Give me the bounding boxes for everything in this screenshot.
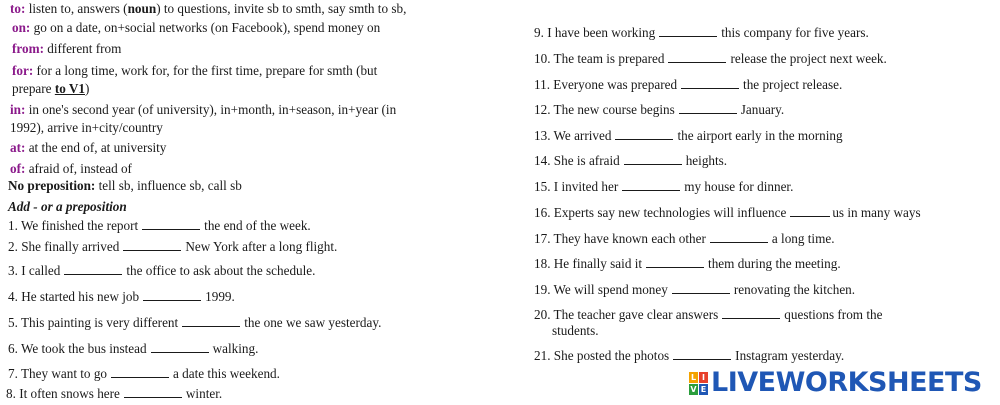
question-19: 19. We will spend money renovating the kitchen.: [534, 282, 856, 297]
brand-name: LIVEWORKSHEETS: [711, 367, 982, 398]
mark-letter: I: [699, 372, 708, 383]
answer-blank[interactable]: [622, 179, 680, 191]
question-10: 10. The team is prepared release the project next week.: [534, 51, 887, 66]
answer-blank[interactable]: [151, 341, 209, 353]
question-17: 17. They have known each other a long time.: [534, 231, 835, 246]
answer-blank[interactable]: [182, 315, 240, 327]
rule-for: for: for a long time, work for, for the first time, prepare for smth (but: [12, 63, 378, 78]
rule-in-cont: 1992), arrive in+city/country: [10, 120, 163, 135]
mark-letter: L: [690, 372, 697, 382]
question-18: 18. He finally said it them during the meeting.: [534, 256, 841, 271]
question-6: 6. We took the bus instead walking.: [8, 341, 259, 356]
answer-blank[interactable]: [790, 205, 830, 217]
rule-on: on: go on a date, on+social networks (on Facebook), spend money on: [12, 20, 381, 35]
answer-blank[interactable]: [659, 25, 717, 37]
question-5: 5. This painting is very different the one we saw yesterday.: [8, 315, 382, 330]
question-13: 13. We arrived the airport early in the morning: [534, 128, 843, 143]
question-4: 4. He started his new job 1999.: [8, 289, 235, 304]
question-12: 12. The new course begins January.: [534, 102, 785, 117]
question-3: 3. I called the office to ask about the schedule.: [8, 263, 316, 278]
answer-blank[interactable]: [722, 307, 780, 319]
question-2: 2. She finally arrived New York after a long flight.: [8, 239, 338, 254]
question-16: 16. Experts say new technologies will influence us in many ways: [534, 205, 921, 220]
question-9: 9. I have been working this company for five years.: [534, 25, 869, 40]
mark-letter: E: [700, 384, 707, 394]
rule-no-preposition: No preposition: tell sb, influence sb, call sb: [8, 178, 242, 193]
answer-blank[interactable]: [615, 128, 673, 140]
answer-blank[interactable]: [681, 77, 739, 89]
rule-in: in: in one's second year (of university), in+month, in+season, in+year (in: [10, 102, 397, 117]
question-21: 21. She posted the photos Instagram yesterday.: [534, 348, 845, 363]
rule-to: to: listen to, answers (noun) to questions, invite sb to smth, say smth to sb,: [10, 1, 407, 16]
answer-blank[interactable]: [123, 239, 181, 251]
rule-for-cont: prepare to V1): [12, 81, 90, 96]
rule-at: at: at the end of, at university: [10, 140, 167, 155]
answer-blank[interactable]: [143, 289, 201, 301]
question-15: 15. I invited her my house for dinner.: [534, 179, 794, 194]
liveworksheets-logo: [689, 368, 982, 398]
question-8: 8. It often snows here winter.: [6, 386, 223, 401]
answer-blank[interactable]: [624, 153, 682, 165]
rule-of: of: afraid of, instead of: [10, 161, 132, 176]
question-11: 11. Everyone was prepared the project release.: [534, 77, 843, 92]
exercise-title: Add - or a preposition: [8, 199, 127, 214]
question-1: 1. We finished the report the end of the week.: [8, 218, 311, 233]
mark-letter: V: [690, 384, 697, 394]
question-7: 7. They want to go a date this weekend.: [8, 366, 280, 381]
answer-blank[interactable]: [673, 348, 731, 360]
answer-blank[interactable]: [111, 366, 169, 378]
question-14: 14. She is afraid heights.: [534, 153, 728, 168]
answer-blank[interactable]: [124, 386, 182, 398]
question-20-cont: students.: [552, 323, 599, 338]
answer-blank[interactable]: [142, 218, 200, 230]
answer-blank[interactable]: [710, 231, 768, 243]
answer-blank[interactable]: [679, 102, 737, 114]
rule-from: from: different from: [12, 41, 122, 56]
answer-blank[interactable]: [64, 263, 122, 275]
answer-blank[interactable]: [668, 51, 726, 63]
answer-blank[interactable]: [646, 256, 704, 268]
liveworksheets-mark-icon: [689, 372, 708, 395]
answer-blank[interactable]: [672, 282, 730, 294]
question-20: 20. The teacher gave clear answers questions from the: [534, 307, 883, 322]
